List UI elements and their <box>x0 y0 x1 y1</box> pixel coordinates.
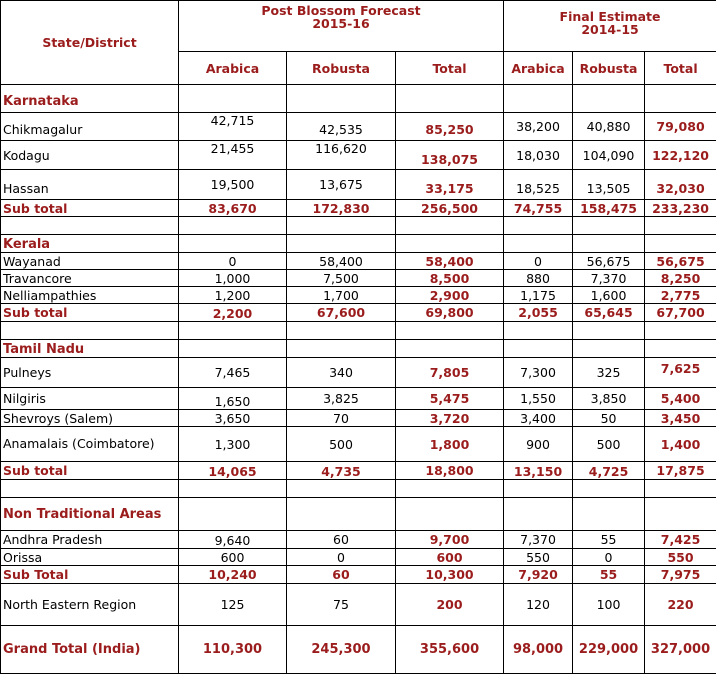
section-karnataka: Karnataka <box>1 85 179 113</box>
subtotal-row: Sub total 2,200 67,600 69,800 2,055 65,645 67,700 <box>1 304 716 322</box>
table-row: Shevroys (Salem) 3,650 70 3,720 3,400 50 3,450 <box>1 410 716 427</box>
table-row: North Eastern Region 125 75 200 120 100 220 <box>1 584 716 626</box>
col-robusta-2014: Robusta <box>573 52 645 85</box>
col-arabica-2015: Arabica <box>179 52 287 85</box>
table-row: Wayanad 0 58,400 58,400 0 56,675 56,675 <box>1 253 716 270</box>
header-state-district: State/District <box>1 1 179 85</box>
subtotal-row: Sub Total 10,240 60 10,300 7,920 55 7,975 <box>1 566 716 584</box>
subtotal-row: Sub total 83,670 172,830 256,500 74,755 158,475 233,230 <box>1 200 716 217</box>
col-total-2014: Total <box>645 52 716 85</box>
table-row: Orissa 600 0 600 550 0 550 <box>1 549 716 566</box>
table-row: Nilgiris 1,650 3,825 5,475 1,550 3,850 5,400 <box>1 388 716 410</box>
col-total-2015: Total <box>396 52 504 85</box>
table-row: Travancore 1,000 7,500 8,500 880 7,370 8,250 <box>1 270 716 287</box>
grand-total-row: Grand Total (India) 110,300 245,300 355,600 98,000 229,000 327,000 <box>1 626 716 674</box>
table-row: Kodagu 21,455 116,620 138,075 18,030 104,090 122,120 <box>1 141 716 170</box>
col-arabica-2014: Arabica <box>504 52 573 85</box>
section-tamil-nadu: Tamil Nadu <box>1 340 179 358</box>
header-post-blossom <box>179 1 504 52</box>
header-final-estimate-title: Final Estimate <box>559 9 661 24</box>
section-non-traditional: Non Traditional Areas <box>1 498 179 531</box>
table-row: Hassan 19,500 13,675 33,175 18,525 13,505 32,030 <box>1 170 716 200</box>
header-final-estimate <box>504 1 716 52</box>
section-kerala: Kerala <box>1 235 179 253</box>
table-row: Nelliampathies 1,200 1,700 2,900 1,175 1,600 2,775 <box>1 287 716 304</box>
col-robusta-2015: Robusta <box>287 52 396 85</box>
table-row: Andhra Pradesh 9,640 60 9,700 7,370 55 7,425 <box>1 531 716 549</box>
subtotal-row: Sub total 14,065 4,735 18,800 13,150 4,725 17,875 <box>1 462 716 480</box>
header-final-estimate-year: 2014-15 <box>581 22 639 37</box>
table-row: Pulneys 7,465 340 7,805 7,300 325 7,625 <box>1 358 716 388</box>
table-row: Anamalais (Coimbatore) 1,300 500 1,800 900 500 1,400 <box>1 427 716 462</box>
table-row: Chikmagalur 42,715 42,535 85,250 38,200 40,880 79,080 <box>1 113 716 141</box>
header-post-blossom-year: 2015-16 <box>312 16 370 31</box>
header-post-blossom-title: Post Blossom Forecast <box>261 3 421 18</box>
